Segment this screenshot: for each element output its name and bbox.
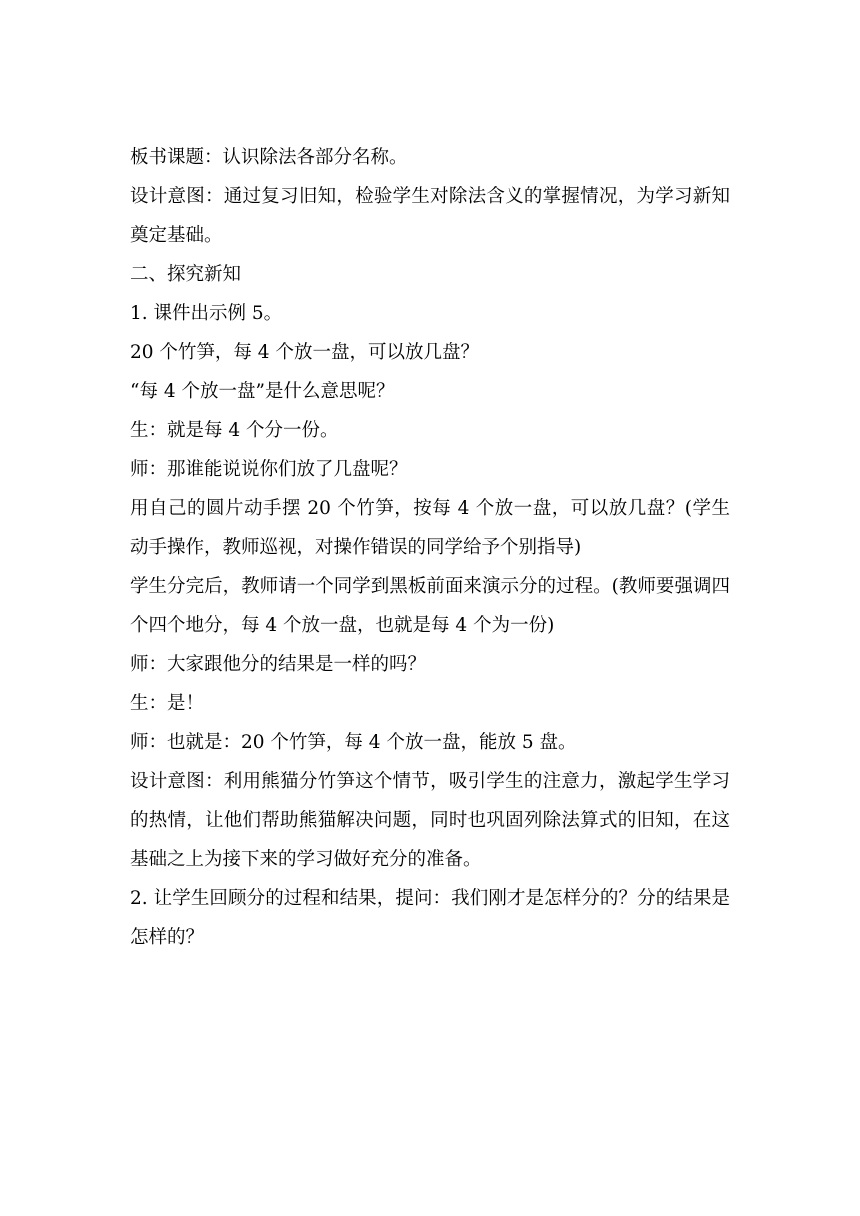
paragraph-question: 20 个竹笋，每 4 个放一盘，可以放几盘？ [130, 342, 479, 363]
document-body [130, 138, 730, 957]
paragraph-student-answer-1: 生：就是每 4 个分一份。 [130, 420, 339, 441]
section-heading: 二、探究新知 [130, 264, 242, 285]
paragraph-review: 2. 让学生回顾分的过程和结果，提问：我们刚才是怎样分的？分的结果是怎样的？ [130, 888, 730, 948]
paragraph-teacher-question-1: 师：那谁能说说你们放了几盘呢？ [130, 459, 408, 480]
paragraph-activity: 用自己的圆片动手摆 20 个竹笋，按每 4 个放一盘，可以放几盘？(学生动手操作，教师巡视，对操作错误的同学给予个别指导) [130, 498, 730, 558]
paragraph-teacher-question-2: 师：大家跟他分的结果是一样的吗？ [130, 654, 427, 675]
paragraph-design-intent-2: 设计意图：利用熊猫分竹笋这个情节，吸引学生的注意力，激起学生学习的热情，让他们帮助熊猫解决问题，同时也巩固列除法算式的旧知，在这基础之上为接下来的学习做好充分的准备。 [130, 771, 730, 870]
paragraph-teacher-summary: 师：也就是：20 个竹笋，每 4 个放一盘，能放 5 盘。 [130, 732, 577, 753]
paragraph-student-answer-2: 生：是！ [130, 693, 205, 714]
paragraph-demonstration: 学生分完后，教师请一个同学到黑板前面来演示分的过程。(教师要强调四个四个地分，每 4 个放一盘，也就是每 4 个为一份) [130, 576, 730, 636]
paragraph-design-intent-1: 设计意图：通过复习旧知，检验学生对除法含义的掌握情况，为学习新知奠定基础。 [130, 186, 730, 246]
paragraph-meaning-question: “每 4 个放一盘”是什么意思呢？ [130, 381, 395, 402]
paragraph-example: 1. 课件出示例 5。 [130, 303, 283, 324]
paragraph-topic: 板书课题：认识除法各部分名称。 [130, 147, 408, 168]
